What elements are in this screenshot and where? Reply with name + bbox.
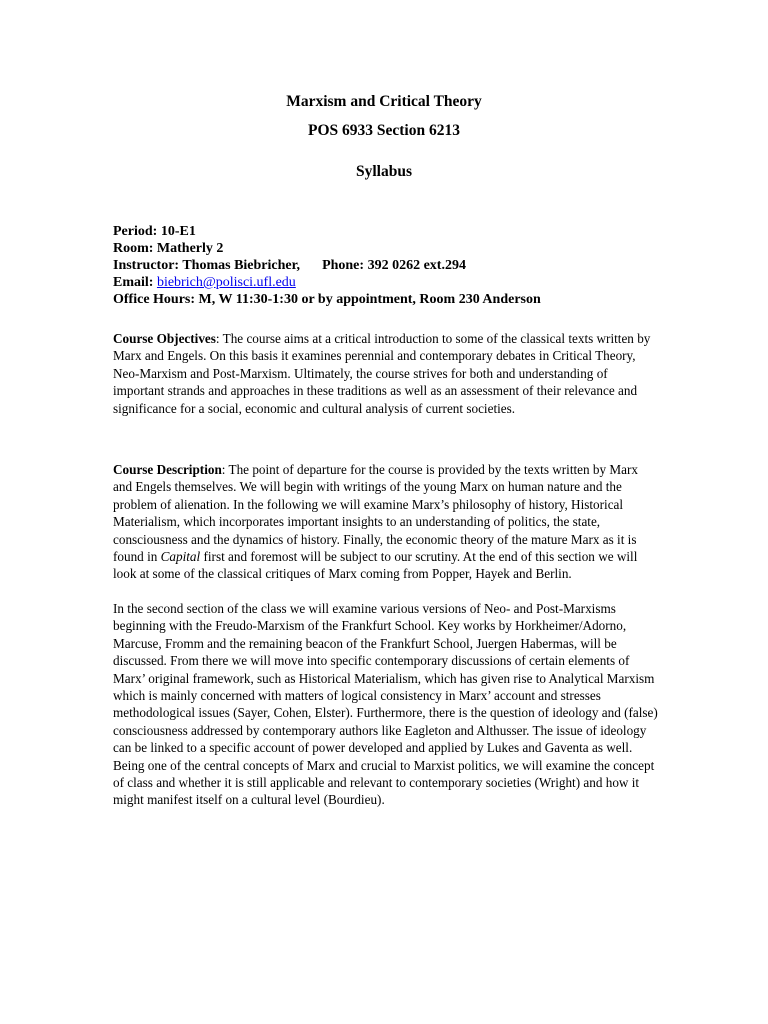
description-text-1b: first and foremost will be subject to our scrutiny. At the end of this section we will look at some of the classical critiques of Marx coming from Popper, Hayek and Berlin. [113,549,638,582]
document-type: Syllabus [355,163,412,180]
objectives-heading: Course Objectives [113,331,216,346]
email-label: Email: [113,275,157,290]
course-description [113,461,658,583]
description-text-1a: : The point of departure for the course is provided by the texts written by Marx and Engels themselves. We will begin with writings of the young Marx on human nature and the problem of alienation. In the following we will examine Marx’s philosophy of history, Historical Materialism, which incorporates important insights to an understanding of politics, the state, consciousness and the dynamics of history. Finally, the economic theory of the mature Marx as it is found in [113,462,638,565]
course-description-2: In the second section of the class we will examine various versions of Neo- and Post-Marxisms beginning with the Freudo-Marxism of the Frankfurt School. Key works by Horkheimer/Adorno, Marcuse, Fromm and the remaining beacon of the Frankfurt School, Juergen Habermas, will be discussed. From there we will move into specific contemporary discussions of certain elements of Marx’ original framework, such as Historical Materialism, which has given rise to Analytical Marxism which is mainly concerned with matters of logical consistency in Marx’ account and stresses methodological issues (Sayer, Cohen, Elster). Furthermore, there is the question of ideology and (false) consciousness addressed by contemporary authors like Eagleton and Althusser. The issue of ideology can be linked to a specific account of power developed and applied by Lukes and Gaventa as well. Being one of the central concepts of Marx and crucial to Marxist politics, we will examine the concept of class and whether it is still applicable and relevant to contemporary societies (Wright) and how it might manifest itself on a cultural level (Bourdieu). [113,601,658,808]
email-link[interactable]: biebrich@polisci.ufl.edu [156,275,296,290]
course-objectives [113,330,658,417]
capital-title: Capital [160,549,201,565]
room: Room: Matherly 2 [113,241,224,256]
email-line [113,274,673,291]
period: Period: 10-E1 [113,224,196,239]
description-heading: Course Description [113,462,222,477]
course-title: Marxism and Critical Theory [286,93,482,110]
instructor: Instructor: Thomas Biebricher, [113,258,301,273]
objectives-text: : The course aims at a critical introduction to some of the classical texts written by Marx and Engels. On this basis it examines perennial and contemporary debates in Critical Theory, Neo-Marxism and Post-Marxism. Ultimately, the course strives for both and understanding of important strands and approaches in these traditions as well as an assessment of their relevance and significance for a social, economic and cultural analysis of current societies. [113,331,651,416]
office-hours: Office Hours: M, W 11:30-1:30 or by appointment, Room 230 Anderson [113,292,541,307]
instructor-line [113,257,673,274]
course-info [113,223,673,308]
phone: Phone: 392 0262 ext.294 [322,258,466,273]
course-code: POS 6933 Section 6213 [308,122,460,139]
